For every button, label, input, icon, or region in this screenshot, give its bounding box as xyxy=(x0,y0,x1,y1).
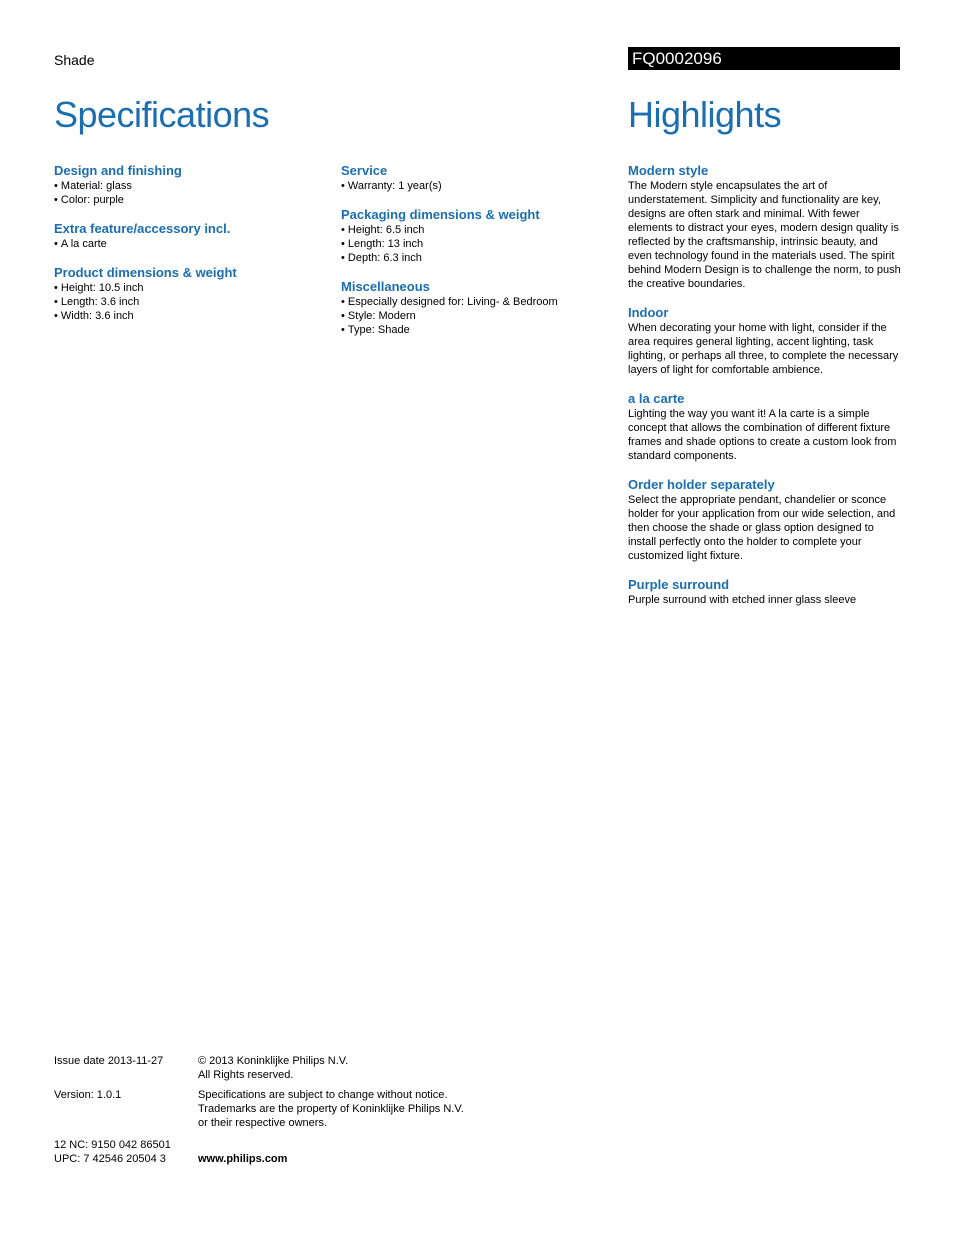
highlight-title: Indoor xyxy=(628,305,669,320)
website-link[interactable]: www.philips.com xyxy=(198,1153,288,1165)
specs-column-2 xyxy=(341,163,611,351)
highlights-title: Highlights xyxy=(628,94,782,135)
model-number-bar: FQ0002096 xyxy=(628,47,900,70)
spec-item: • Depth: 6.3 inch xyxy=(341,251,611,265)
highlight-title: Modern style xyxy=(628,163,709,178)
highlight-a-la-carte xyxy=(628,391,904,463)
spec-group-title: Extra feature/accessory incl. xyxy=(54,221,231,236)
spec-item: • Especially designed for: Living- & Bedroom xyxy=(341,295,611,309)
notice-line-2: Trademarks are the property of Koninklijke Philips N.V. xyxy=(198,1103,464,1115)
highlight-order-holder xyxy=(628,477,904,563)
highlight-title: Purple surround xyxy=(628,577,730,592)
spec-item: • Height: 10.5 inch xyxy=(54,281,324,295)
highlight-text: Select the appropriate pendant, chandelier or sconce holder for your application from our wide selection, and then choose the shade or glass option designed to install perfectly onto the holder to complete your customized light fixture. xyxy=(628,494,896,562)
spec-group-miscellaneous xyxy=(341,279,611,337)
spec-item: • Length: 13 inch xyxy=(341,237,611,251)
spec-group-title: Product dimensions & weight xyxy=(54,265,237,280)
spec-group-product-dimensions xyxy=(54,265,324,323)
highlight-text: Lighting the way you want it! A la carte is a simple concept that allows the combination of different fixture frames and shade options to create a custom look from standard components. xyxy=(628,408,897,462)
notice-line-1: Specifications are subject to change without notice. xyxy=(198,1089,448,1101)
spec-group-packaging xyxy=(341,207,611,265)
highlights-column xyxy=(628,163,904,621)
highlight-indoor xyxy=(628,305,904,377)
highlight-text: When decorating your home with light, consider if the area requires general lighting, accent lighting, task lighting, or perhaps all three, to complete the necessary layers of light for comfortable ambience. xyxy=(628,322,899,376)
spec-item: • Material: glass xyxy=(54,179,324,193)
spec-item: • Width: 3.6 inch xyxy=(54,309,324,323)
issue-date: Issue date 2013-11-27 xyxy=(54,1055,164,1067)
highlight-purple-surround xyxy=(628,577,904,607)
specifications-title: Specifications xyxy=(54,94,270,135)
spec-group-design xyxy=(54,163,324,207)
spec-item: • Height: 6.5 inch xyxy=(341,223,611,237)
spec-group-title: Service xyxy=(341,163,388,178)
highlight-text: Purple surround with etched inner glass sleeve xyxy=(628,594,857,606)
spec-item: • A la carte xyxy=(54,237,324,251)
copyright-line-2: All Rights reserved. xyxy=(198,1069,294,1081)
product-type: Shade xyxy=(54,52,95,68)
highlight-modern-style xyxy=(628,163,904,291)
highlight-title: a la carte xyxy=(628,391,685,406)
spec-item: • Style: Modern xyxy=(341,309,611,323)
spec-item: • Color: purple xyxy=(54,193,324,207)
nc-code: 12 NC: 9150 042 86501 xyxy=(54,1139,171,1151)
version: Version: 1.0.1 xyxy=(54,1089,122,1101)
spec-group-service xyxy=(341,163,611,193)
spec-item: • Warranty: 1 year(s) xyxy=(341,179,611,193)
copyright-line-1: © 2013 Koninklijke Philips N.V. xyxy=(198,1055,349,1067)
highlight-text: The Modern style encapsulates the art of understatement. Simplicity and functionality are key, designs are often stark and minimal. With fewer elements to distract your eyes, modern design quality is reflected by the craftsmanship, intrinsic beauty, and even technology found in the materials used. The spirit behind Modern Design is to challenge the norm, to push the creative boundaries. xyxy=(628,180,901,290)
spec-item: • Type: Shade xyxy=(341,323,611,337)
spec-group-title: Packaging dimensions & weight xyxy=(341,207,540,222)
spec-item: • Length: 3.6 inch xyxy=(54,295,324,309)
spec-group-title: Miscellaneous xyxy=(341,279,430,294)
highlight-title: Order holder separately xyxy=(628,477,775,492)
spec-group-extra xyxy=(54,221,324,251)
upc-code: UPC: 7 42546 20504 3 xyxy=(54,1153,166,1165)
specs-column-1 xyxy=(54,163,324,337)
spec-group-title: Design and finishing xyxy=(54,163,182,178)
notice-line-3: or their respective owners. xyxy=(198,1117,327,1129)
